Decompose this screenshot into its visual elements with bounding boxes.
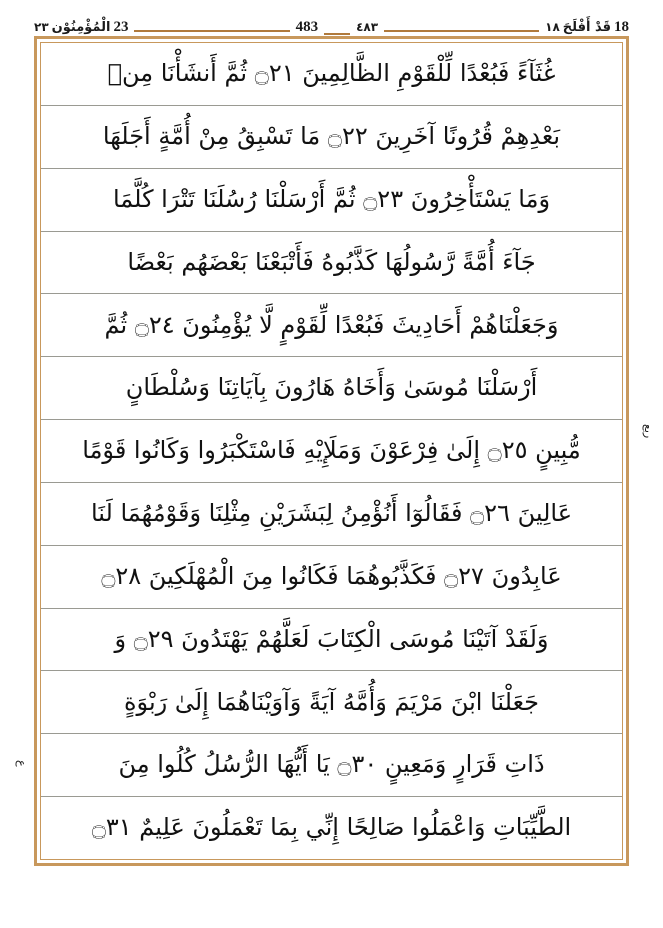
text-frame bbox=[34, 36, 629, 866]
quran-line-text: عَالِينَ ۝٢٦ فَقَالُوٓا أَنُؤْمِنُ لِبَشَرَيْنِ مِثْلِنَا وَقَوْمُهُمَا لَنَا bbox=[90, 499, 573, 528]
surah-number-latin: 23 bbox=[113, 18, 129, 35]
juz-name: قَدْ أَفْلَحَ bbox=[562, 19, 611, 35]
quran-line-text: عَابِدُونَ ۝٢٧ فَكَذَّبُوهُمَا فَكَانُوا مِنَ الْمُهْلَكِينَ ۝٢٨ bbox=[101, 561, 562, 590]
quran-line-text: جَعَلْنَا ابْنَ مَرْيَمَ وَأُمَّهُ آيَةً وَآوَيْنَاهُمَا إِلَىٰ رَبْوَةٍ bbox=[123, 687, 540, 716]
quran-line bbox=[41, 671, 622, 734]
header-rule-left bbox=[134, 30, 289, 32]
page-number-latin: 483 bbox=[295, 18, 319, 35]
quran-line-text: غُثَآءً فَبُعْدًا لِّلْقَوْمِ الظَّالِمِينَ ۝٢١ ثُمَّ أَنشَأْنَا مِنۢ bbox=[107, 59, 556, 88]
page-number-group bbox=[296, 19, 378, 36]
quran-line bbox=[41, 357, 622, 420]
quran-line-text: بَعْدِهِمْ قُرُونًا آخَرِينَ ۝٢٢ مَا تَسْبِقُ مِنْ أُمَّةٍ أَجَلَهَا bbox=[102, 121, 561, 150]
text-frame-inner bbox=[40, 42, 623, 860]
quran-line-text: أَرْسَلْنَا مُوسَىٰ وَأَخَاهُ هَارُونَ بِآيَاتِنَا وَسُلْطَانٍ bbox=[125, 373, 538, 402]
quran-line bbox=[41, 609, 622, 672]
quran-line-text: وَجَعَلْنَاهُمْ أَحَادِيثَ فَبُعْدًا لِّقَوْمٍ لَّا يُؤْمِنُونَ ۝٢٤ ثُمَّ bbox=[104, 310, 559, 339]
quran-line bbox=[41, 734, 622, 797]
juz-number-latin: 18 bbox=[614, 18, 629, 35]
ruku-marker-right: ربع bbox=[642, 424, 655, 439]
quran-line bbox=[41, 797, 622, 859]
quran-line-text: مُّبِينٍ ۝٢٥ إِلَىٰ فِرْعَوْنَ وَمَلَإِيْهِ فَاسْتَكْبَرُوا وَكَانُوا قَوْمًا bbox=[82, 436, 581, 465]
quran-line bbox=[41, 169, 622, 232]
ruku-marker-left: ع bbox=[15, 760, 28, 767]
quran-line bbox=[41, 420, 622, 483]
quran-line-text: ذَاتِ قَرَارٍ وَمَعِينٍ ۝٣٠ يَا أَيُّهَا الرُّسُلُ كُلُوا مِنَ bbox=[118, 750, 545, 779]
header-rule-center bbox=[324, 33, 350, 35]
juz-number-arabic: ١٨ bbox=[545, 19, 560, 34]
surah-indicator bbox=[34, 20, 128, 35]
quran-line bbox=[41, 546, 622, 609]
header-rule-right bbox=[384, 30, 539, 32]
quran-line-text: وَلَقَدْ آتَيْنَا مُوسَى الْكِتَابَ لَعَلَّهُمْ يَهْتَدُونَ ۝٢٩ وَ bbox=[114, 624, 549, 653]
surah-number-arabic: ٢٣ bbox=[34, 19, 49, 34]
quran-line bbox=[41, 106, 622, 169]
quran-line bbox=[41, 294, 622, 357]
quran-line-text: وَمَا يَسْتَأْخِرُونَ ۝٢٣ ثُمَّ أَرْسَلْنَا رُسُلَنَا تَتْرَا كُلَّمَا bbox=[112, 184, 551, 213]
quran-line bbox=[41, 232, 622, 295]
quran-line-text: جَآءَ أُمَّةً رَّسُولُهَا كَذَّبُوهُ فَأَتْبَعْنَا بَعْضَهُم بَعْضًا bbox=[127, 247, 536, 276]
juz-indicator bbox=[545, 20, 629, 35]
surah-name: الْمُؤْمِنُوْن bbox=[51, 19, 111, 35]
quran-line bbox=[41, 43, 622, 106]
quran-line-text: الطَّيِّبَاتِ وَاعْمَلُوا صَالِحًا إِنِّي بِمَا تَعْمَلُونَ عَلِيمٌ ۝٣١ bbox=[91, 813, 572, 842]
quran-line bbox=[41, 483, 622, 546]
page-number-arabic: ٤٨٣ bbox=[356, 19, 379, 34]
